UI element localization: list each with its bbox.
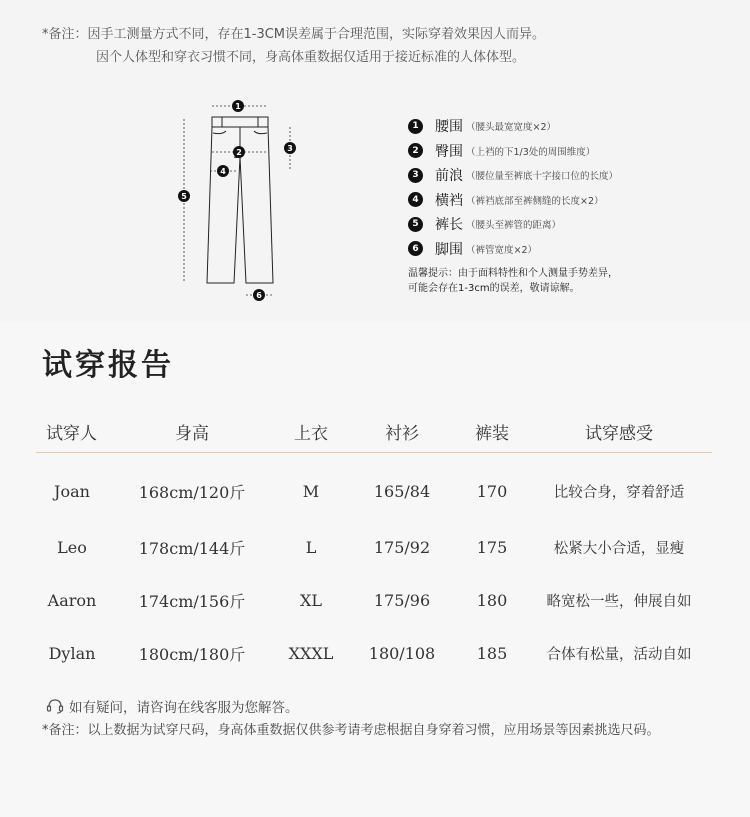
legend-number: 4 — [408, 192, 423, 207]
marker-4: 4 — [220, 167, 226, 176]
legend-name: 臀围 — [435, 143, 463, 160]
legend-desc: （腰头最宽宽度×2） — [466, 122, 557, 134]
cell-pants: 175 — [476, 538, 508, 557]
table-row — [36, 627, 712, 680]
legend-number: 6 — [408, 241, 423, 256]
legend-number: 2 — [408, 143, 423, 158]
cell-height: 168cm/120斤 — [138, 482, 246, 502]
body-type-note: 因个人体型和穿衣习惯不同，身高体重数据仅适用于接近标准的人体体型。 — [96, 50, 526, 65]
faq-text: 如有疑问，请咨询在线客服为您解答。 — [69, 700, 299, 716]
cell-height: 174cm/156斤 — [138, 592, 246, 611]
cell-tester: Aaron — [47, 591, 97, 610]
fitting-report-table — [36, 410, 712, 680]
legend-desc: （裤管宽度×2） — [466, 244, 538, 256]
legend-desc: （腰头至裤管的距离） — [466, 220, 562, 232]
cell-height: 178cm/144斤 — [138, 539, 246, 558]
cell-tester: Leo — [57, 538, 87, 557]
customer-service-note — [46, 696, 299, 716]
cell-pants: 170 — [476, 481, 508, 501]
cell-feeling: 比较合身，穿着舒适 — [553, 484, 685, 501]
cell-top: XXXL — [288, 644, 334, 663]
cell-shirt: 175/96 — [373, 591, 431, 610]
marker-3: 3 — [287, 144, 293, 153]
cell-tester: Dylan — [48, 644, 96, 663]
cell-top: M — [302, 481, 320, 501]
size-reference-note: *备注：以上数据为试穿尺码，身高体重数据仅供参考请考虑根据自身穿着习惯，应用场景等因素挑选尺码。 — [42, 723, 660, 738]
measurement-note: *备注：因手工测量方式不同，存在1-3CM误差属于合理范围，实际穿着效果因人而异。 — [42, 27, 546, 42]
cell-top: XL — [299, 591, 322, 610]
table-row — [36, 521, 712, 574]
legend-number: 5 — [408, 217, 423, 232]
headset-icon — [46, 698, 64, 714]
cell-feeling: 合体有松量，活动自如 — [546, 647, 692, 663]
legend-item-thigh — [408, 188, 618, 213]
header-feeling: 试穿感受 — [526, 410, 712, 453]
marker-2: 2 — [236, 148, 242, 157]
measurement-markers — [178, 100, 296, 301]
table-row — [36, 574, 712, 627]
legend-item-front-rise — [408, 163, 618, 188]
pants-diagram — [170, 95, 320, 305]
warm-tip-line2: 可能会存在1-3cm的误差，敬请谅解。 — [408, 283, 580, 294]
header-shirt: 衬衫 — [346, 410, 458, 453]
legend-name: 裤长 — [435, 217, 463, 234]
legend-name: 前浪 — [435, 168, 463, 185]
cell-feeling: 松紧大小合适，显瘦 — [553, 541, 685, 557]
legend-desc: （裤裆底部至裤侧缝的长度×2） — [466, 195, 604, 207]
header-pants: 裤装 — [458, 410, 526, 453]
cell-top: L — [305, 538, 317, 557]
report-title: 试穿报告 — [42, 348, 174, 383]
cell-pants: 185 — [476, 644, 508, 663]
legend-item-hip — [408, 139, 618, 164]
cell-height: 180cm/180斤 — [138, 645, 246, 664]
legend-number: 3 — [408, 168, 423, 183]
legend-name: 脚围 — [435, 241, 463, 258]
warm-tip-line1: 温馨提示：由于面料特性和个人测量手势差异， — [408, 268, 618, 279]
header-tester: 试穿人 — [36, 410, 108, 453]
cell-pants: 180 — [476, 591, 508, 610]
header-top: 上衣 — [276, 410, 346, 453]
measurement-legend — [408, 114, 618, 261]
warm-tip — [408, 266, 618, 296]
cell-shirt: 180/108 — [368, 644, 436, 663]
legend-name: 腰围 — [435, 119, 463, 136]
legend-item-leg-opening — [408, 237, 618, 262]
legend-name: 横裆 — [435, 192, 463, 209]
table-header-row — [36, 410, 712, 453]
marker-1: 1 — [235, 102, 241, 111]
legend-item-length — [408, 212, 618, 237]
legend-number: 1 — [408, 119, 423, 134]
cell-shirt: 175/92 — [373, 538, 431, 557]
header-height: 身高 — [108, 410, 276, 453]
cell-tester: Joan — [54, 481, 90, 501]
marker-6: 6 — [256, 291, 262, 300]
cell-feeling: 略宽松一些，伸展自如 — [546, 594, 692, 610]
table-row — [36, 453, 712, 522]
legend-desc: （腰位量至裤底十字接口位的长度） — [466, 171, 619, 183]
legend-item-waist — [408, 114, 618, 139]
cell-shirt: 165/84 — [373, 481, 431, 501]
marker-5: 5 — [181, 192, 187, 201]
legend-desc: （上裆的下1/3处的周围维度） — [466, 146, 596, 158]
